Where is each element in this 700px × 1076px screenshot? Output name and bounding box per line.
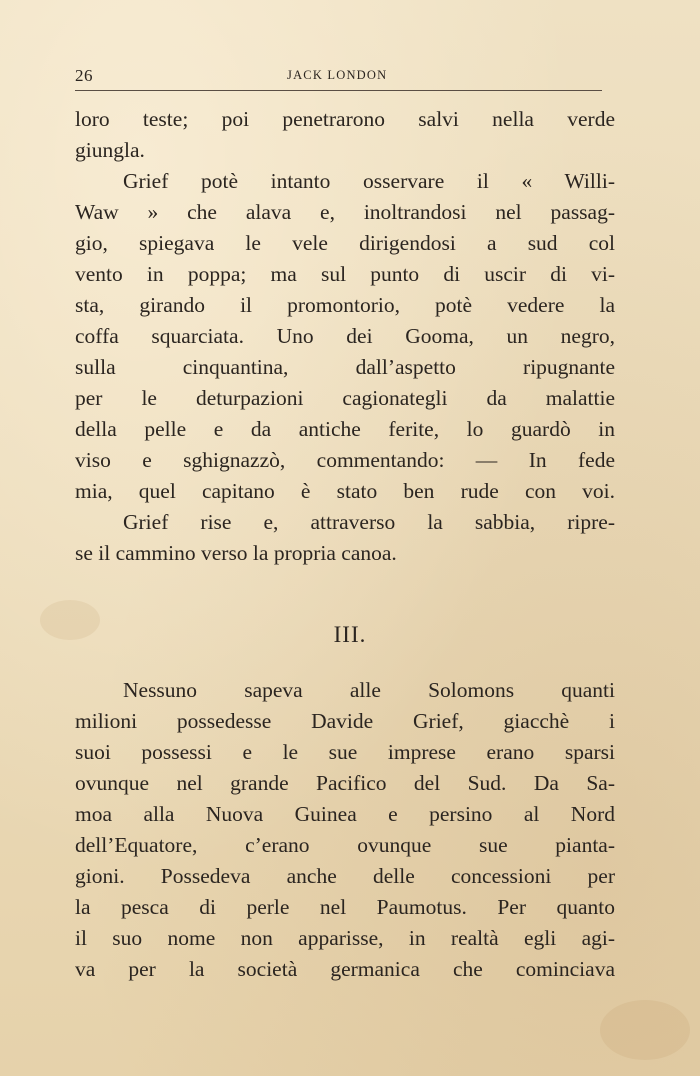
header-title: JACK LONDON — [287, 68, 388, 82]
text-line: vento in poppa; ma sul punto di uscir di vi- — [75, 262, 615, 286]
text-line: della pelle e da antiche ferite, lo guardò in — [75, 417, 615, 441]
text-line: Grief rise e, attraverso la sabbia, ripre- — [123, 510, 615, 534]
text-line: se il cammino verso la propria canoa. — [75, 541, 397, 565]
body-text-section-1 — [75, 104, 615, 569]
text-line: loro teste; poi penetrarono salvi nella verde — [75, 107, 615, 131]
text-line: ovunque nel grande Pacifico del Sud. Da Sa- — [75, 771, 615, 795]
text-line: sulla cinquantina, dall’aspetto ripugnante — [75, 355, 615, 379]
chapter-heading: III. — [333, 622, 367, 647]
text-line: coffa squarciata. Uno dei Gooma, un negro, — [75, 324, 615, 348]
header-rule — [75, 90, 602, 91]
text-line: va per la società germanica che cominciava — [75, 957, 615, 981]
text-line: mia, quel capitano è stato ben rude con voi. — [75, 479, 615, 503]
text-line: giungla. — [75, 138, 145, 162]
paper-stain — [600, 1000, 690, 1060]
page-number: 26 — [75, 66, 93, 85]
text-line: dell’Equatore, c’erano ovunque sue pianta- — [75, 833, 615, 857]
running-head — [75, 66, 602, 88]
text-line: suoi possessi e le sue imprese erano sparsi — [75, 740, 615, 764]
text-line: la pesca di perle nel Paumotus. Per quanto — [75, 895, 615, 919]
text-line: Grief potè intanto osservare il « Willi- — [123, 169, 615, 193]
text-line: per le deturpazioni cagionategli da malattie — [75, 386, 615, 410]
text-line: viso e sghignazzò, commentando: — In fede — [75, 448, 615, 472]
text-line: Nessuno sapeva alle Solomons quanti — [123, 678, 615, 702]
text-line: il suo nome non apparisse, in realtà egli agi- — [75, 926, 615, 950]
text-line: gio, spiegava le vele dirigendosi a sud col — [75, 231, 615, 255]
text-line: gioni. Possedeva anche delle concessioni per — [75, 864, 615, 888]
text-line: milioni possedesse Davide Grief, giacchè i — [75, 709, 615, 733]
text-line: sta, girando il promontorio, potè vedere la — [75, 293, 615, 317]
body-text-section-2 — [75, 675, 615, 985]
text-line: moa alla Nuova Guinea e persino al Nord — [75, 802, 615, 826]
text-line: Waw » che alava e, inoltrandosi nel passag- — [75, 200, 615, 224]
